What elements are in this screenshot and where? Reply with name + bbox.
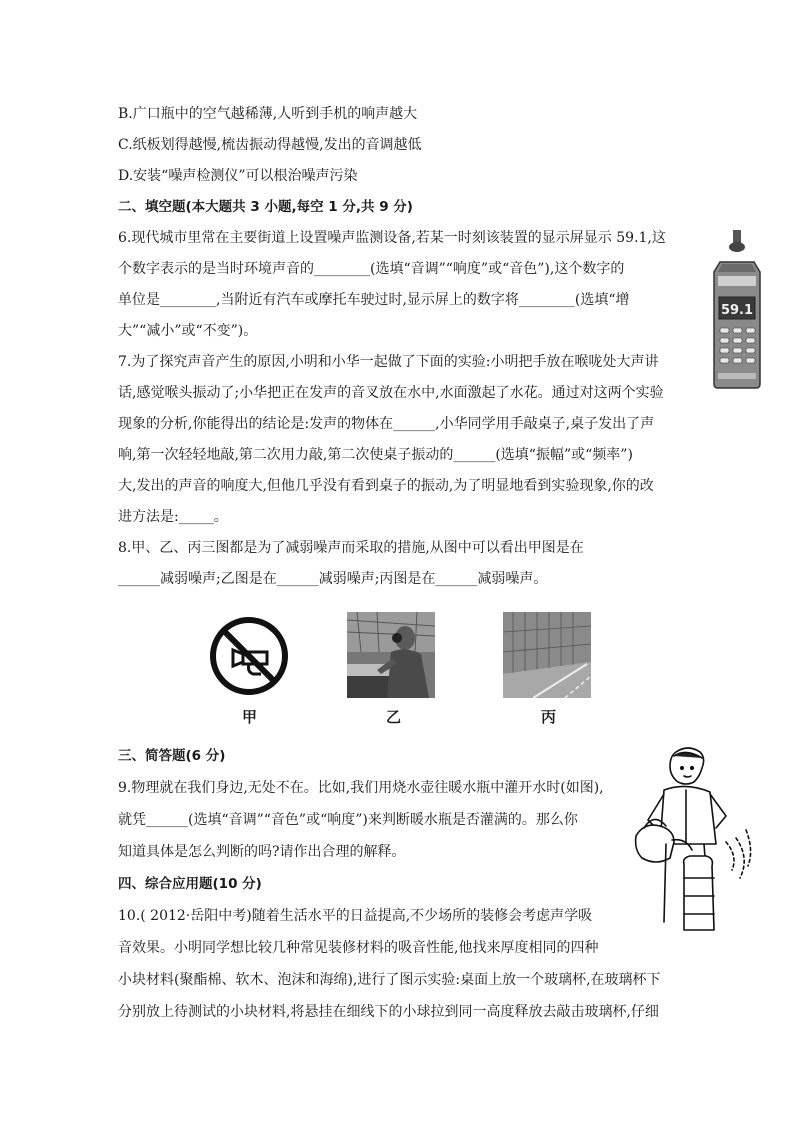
q9-line-1: 9.物理就在我们身边,无处不在。比如,我们用烧水壶往暖水瓶中灌开水时(如图), bbox=[118, 780, 604, 796]
section-heading-fill-in: 二、填空题(本大题共 3 小题,每空 1 分,共 9 分) bbox=[118, 199, 413, 215]
q7-line-3: 现象的分析,你能得出的结论是:发声的物体在______,小华同学用手敲桌子,桌子发出了声 bbox=[118, 416, 655, 432]
q8-line-1: 8.甲、乙、丙三图都是为了减弱噪声而采取的措施,从图中可以看出甲图是在 bbox=[118, 540, 584, 556]
no-horn-sign-image bbox=[207, 614, 291, 698]
q10-line-1: 10.( 2012·岳阳中考)随着生活水平的日益提高,不少场所的装修会考虑声学吸 bbox=[118, 908, 593, 924]
option-b: B.广口瓶中的空气越稀薄,人听到手机的响声越大 bbox=[118, 106, 418, 122]
q10-line-2: 音效果。小明同学想比较几种常见装修材料的吸音性能,他找来厚度相同的四种 bbox=[118, 940, 599, 956]
q9-line-3: 知道具体是怎么判断的吗?请作出合理的解释。 bbox=[118, 844, 406, 860]
q8-line-2: ______减弱噪声;乙图是在______减弱噪声;丙图是在______减弱噪声。 bbox=[118, 571, 548, 587]
q6-line-1: 6.现代城市里常在主要街道上设置噪声监测设备,若某一时刻该装置的显示屏显示 59.1,这 bbox=[118, 230, 666, 246]
caption-jia: 甲 bbox=[242, 708, 258, 726]
section-heading-short-answer: 三、简答题(6 分) bbox=[118, 748, 226, 764]
meter-reading: 59.1 bbox=[720, 303, 754, 318]
q6-line-4: 大”“减小”或“不变”)。 bbox=[118, 323, 258, 339]
worker-earmuffs-image bbox=[347, 612, 435, 698]
q6-line-2: 个数字表示的是当时环境声音的________(选填“音调”“响度”或“音色”),这个数字的 bbox=[118, 261, 625, 277]
section-heading-application: 四、综合应用题(10 分) bbox=[118, 876, 262, 892]
q9-line-2: 就凭______(选填“音调”“音色”或“响度”)来判断暖水瓶是否灌满的。那么你 bbox=[118, 812, 578, 828]
q7-line-6: 进方法是:_____。 bbox=[118, 509, 228, 525]
q7-line-4: 响,第一次轻轻地敲,第二次用力敲,第二次使桌子振动的______(选填“振幅”或“频率”) bbox=[118, 447, 633, 463]
q7-line-1: 7.为了探究声音产生的原因,小明和小华一起做了下面的实验:小明把手放在喉咙处大声讲 bbox=[118, 354, 659, 370]
caption-yi: 乙 bbox=[386, 708, 402, 726]
option-c: C.纸板划得越慢,梳齿振动得越慢,发出的音调越低 bbox=[118, 137, 422, 153]
boy-pouring-kettle-image bbox=[630, 746, 756, 936]
q6-line-3: 单位是________,当附近有汽车或摩托车驶过时,显示屏上的数字将________(选填“增 bbox=[118, 292, 630, 308]
noise-meter-image bbox=[706, 230, 768, 390]
option-d: D.安装“噪声检测仪”可以根治噪声污染 bbox=[118, 168, 358, 184]
q10-line-3: 小块材料(聚酯棉、软木、泡沫和海绵),进行了图示实验:桌面上放一个玻璃杯,在玻璃杯下 bbox=[118, 972, 661, 988]
q7-line-5: 大,发出的声音的响度大,但他几乎没有看到桌子的振动,为了明显地看到实验现象,你的改 bbox=[118, 478, 654, 494]
caption-bing: 丙 bbox=[541, 708, 557, 726]
sound-barrier-image bbox=[503, 612, 591, 698]
q10-line-4: 分别放上待测试的小块材料,将悬挂在细线下的小球拉到同一高度释放去敲击玻璃杯,仔细 bbox=[118, 1004, 659, 1020]
q7-line-2: 话,感觉喉头振动了;小华把正在发声的音叉放在水中,水面激起了水花。通过对这两个实验 bbox=[118, 385, 664, 401]
